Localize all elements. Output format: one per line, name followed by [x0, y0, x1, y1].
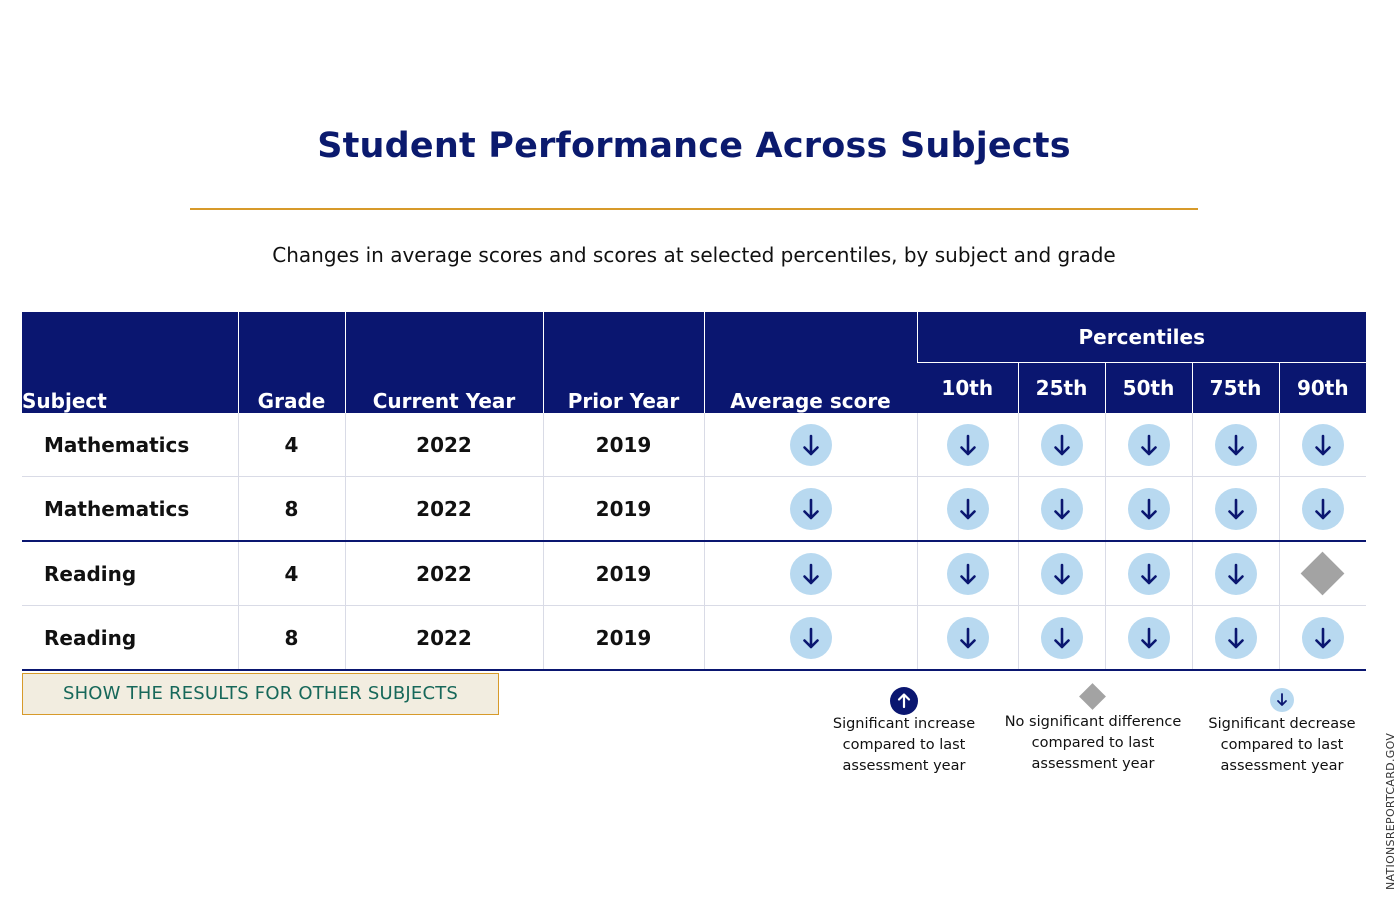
- gray-diamond-icon: [1301, 552, 1345, 596]
- cell-percentile-75th: [1192, 606, 1279, 671]
- source-credit: NATIONSREPORTCARD.GOV: [1384, 732, 1397, 890]
- legend-decrease-line-1: Significant decrease: [1208, 716, 1356, 732]
- cell-percentile-50th: [1105, 413, 1192, 477]
- cell-grade: 4: [238, 541, 345, 606]
- arrow-up-circle-icon: [890, 687, 918, 715]
- table-row: [22, 413, 1366, 477]
- page-subtitle: Changes in average scores and scores at selected percentiles, by subject and grade: [272, 243, 1116, 267]
- cell-percentile-90th: [1279, 413, 1366, 477]
- cell-average-score: [704, 413, 917, 477]
- cell-subject: Reading: [22, 606, 238, 671]
- cell-subject: Reading: [22, 541, 238, 606]
- cell-average-score: [704, 541, 917, 606]
- cell-percentile-90th: [1279, 477, 1366, 542]
- page-title: Student Performance Across Subjects: [317, 126, 1071, 166]
- legend-decrease: [1187, 714, 1377, 777]
- cell-prior-year: 2019: [543, 606, 704, 671]
- header-percentile-10th: 10th: [917, 363, 1018, 414]
- header-percentile-50th: 50th: [1105, 363, 1192, 414]
- cell-grade: 8: [238, 606, 345, 671]
- legend-increase-line-3: assessment year: [842, 758, 966, 774]
- arrow-down-circle-icon: [1302, 617, 1344, 659]
- cell-percentile-50th: [1105, 606, 1192, 671]
- cell-subject: Mathematics: [22, 477, 238, 542]
- cell-percentile-90th: [1279, 541, 1366, 606]
- arrow-down-circle-icon: [1041, 488, 1083, 530]
- arrow-down-circle-icon: [1041, 617, 1083, 659]
- cell-current-year: 2022: [345, 541, 543, 606]
- results-table: [22, 312, 1366, 671]
- legend-decrease-line-3: assessment year: [1220, 758, 1344, 774]
- header-percentile-25th: 25th: [1018, 363, 1105, 414]
- legend-increase: [809, 714, 999, 777]
- title-divider: [190, 208, 1198, 210]
- cell-current-year: 2022: [345, 606, 543, 671]
- arrow-down-circle-icon: [790, 553, 832, 595]
- cell-percentile-75th: [1192, 413, 1279, 477]
- cell-average-score: [704, 606, 917, 671]
- cell-percentile-50th: [1105, 541, 1192, 606]
- cell-prior-year: 2019: [543, 541, 704, 606]
- table-row: [22, 477, 1366, 542]
- arrow-down-circle-icon: [947, 553, 989, 595]
- arrow-down-circle-icon: [790, 424, 832, 466]
- arrow-down-circle-icon: [790, 617, 832, 659]
- arrow-down-circle-icon: [1215, 424, 1257, 466]
- header-percentile-75th: 75th: [1192, 363, 1279, 414]
- cell-percentile-25th: [1018, 541, 1105, 606]
- table-row: [22, 541, 1366, 606]
- cell-percentile-10th: [917, 413, 1018, 477]
- cell-current-year: 2022: [345, 413, 543, 477]
- legend-increase-line-1: Significant increase: [832, 716, 976, 732]
- cell-percentile-90th: [1279, 606, 1366, 671]
- cell-percentile-25th: [1018, 606, 1105, 671]
- cell-subject: Mathematics: [22, 413, 238, 477]
- arrow-down-circle-icon: [790, 488, 832, 530]
- cell-prior-year: 2019: [543, 477, 704, 542]
- arrow-down-circle-icon: [1270, 688, 1294, 712]
- arrow-down-circle-icon: [1041, 424, 1083, 466]
- legend-no-difference-line-3: assessment year: [1031, 756, 1155, 772]
- arrow-down-circle-icon: [1128, 488, 1170, 530]
- header-prior-year: Prior Year: [543, 312, 704, 413]
- arrow-down-circle-icon: [1041, 553, 1083, 595]
- arrow-down-circle-icon: [1215, 553, 1257, 595]
- header-subject: Subject: [22, 312, 238, 413]
- cell-percentile-10th: [917, 606, 1018, 671]
- legend-no-difference-line-1: No significant difference: [1004, 714, 1182, 730]
- header-percentiles: Percentiles: [917, 312, 1366, 363]
- header-current-year: Current Year: [345, 312, 543, 413]
- arrow-down-circle-icon: [1215, 617, 1257, 659]
- arrow-down-circle-icon: [1302, 488, 1344, 530]
- legend-no-difference: [998, 712, 1188, 775]
- arrow-down-circle-icon: [1128, 617, 1170, 659]
- table-row: [22, 606, 1366, 671]
- cell-percentile-10th: [917, 541, 1018, 606]
- arrow-down-circle-icon: [1128, 553, 1170, 595]
- cell-prior-year: 2019: [543, 413, 704, 477]
- cell-average-score: [704, 477, 917, 542]
- arrow-down-circle-icon: [947, 617, 989, 659]
- cell-percentile-75th: [1192, 541, 1279, 606]
- cell-percentile-25th: [1018, 413, 1105, 477]
- header-average-score: Average score: [704, 312, 917, 413]
- arrow-down-circle-icon: [1215, 488, 1257, 530]
- cell-grade: 4: [238, 413, 345, 477]
- legend-no-difference-line-2: compared to last: [1031, 735, 1155, 751]
- cell-percentile-50th: [1105, 477, 1192, 542]
- cell-percentile-25th: [1018, 477, 1105, 542]
- arrow-down-circle-icon: [947, 424, 989, 466]
- legend-increase-line-2: compared to last: [842, 737, 966, 753]
- gray-diamond-icon: [1079, 683, 1106, 710]
- header-grade: Grade: [238, 312, 345, 413]
- cell-current-year: 2022: [345, 477, 543, 542]
- arrow-down-circle-icon: [1128, 424, 1170, 466]
- legend-decrease-line-2: compared to last: [1220, 737, 1344, 753]
- cell-percentile-10th: [917, 477, 1018, 542]
- show-other-subjects-button[interactable]: SHOW THE RESULTS FOR OTHER SUBJECTS: [22, 673, 499, 715]
- cell-grade: 8: [238, 477, 345, 542]
- header-percentile-90th: 90th: [1279, 363, 1366, 414]
- cell-percentile-75th: [1192, 477, 1279, 542]
- results-table-body: [22, 413, 1366, 670]
- arrow-down-circle-icon: [1302, 424, 1344, 466]
- arrow-down-circle-icon: [947, 488, 989, 530]
